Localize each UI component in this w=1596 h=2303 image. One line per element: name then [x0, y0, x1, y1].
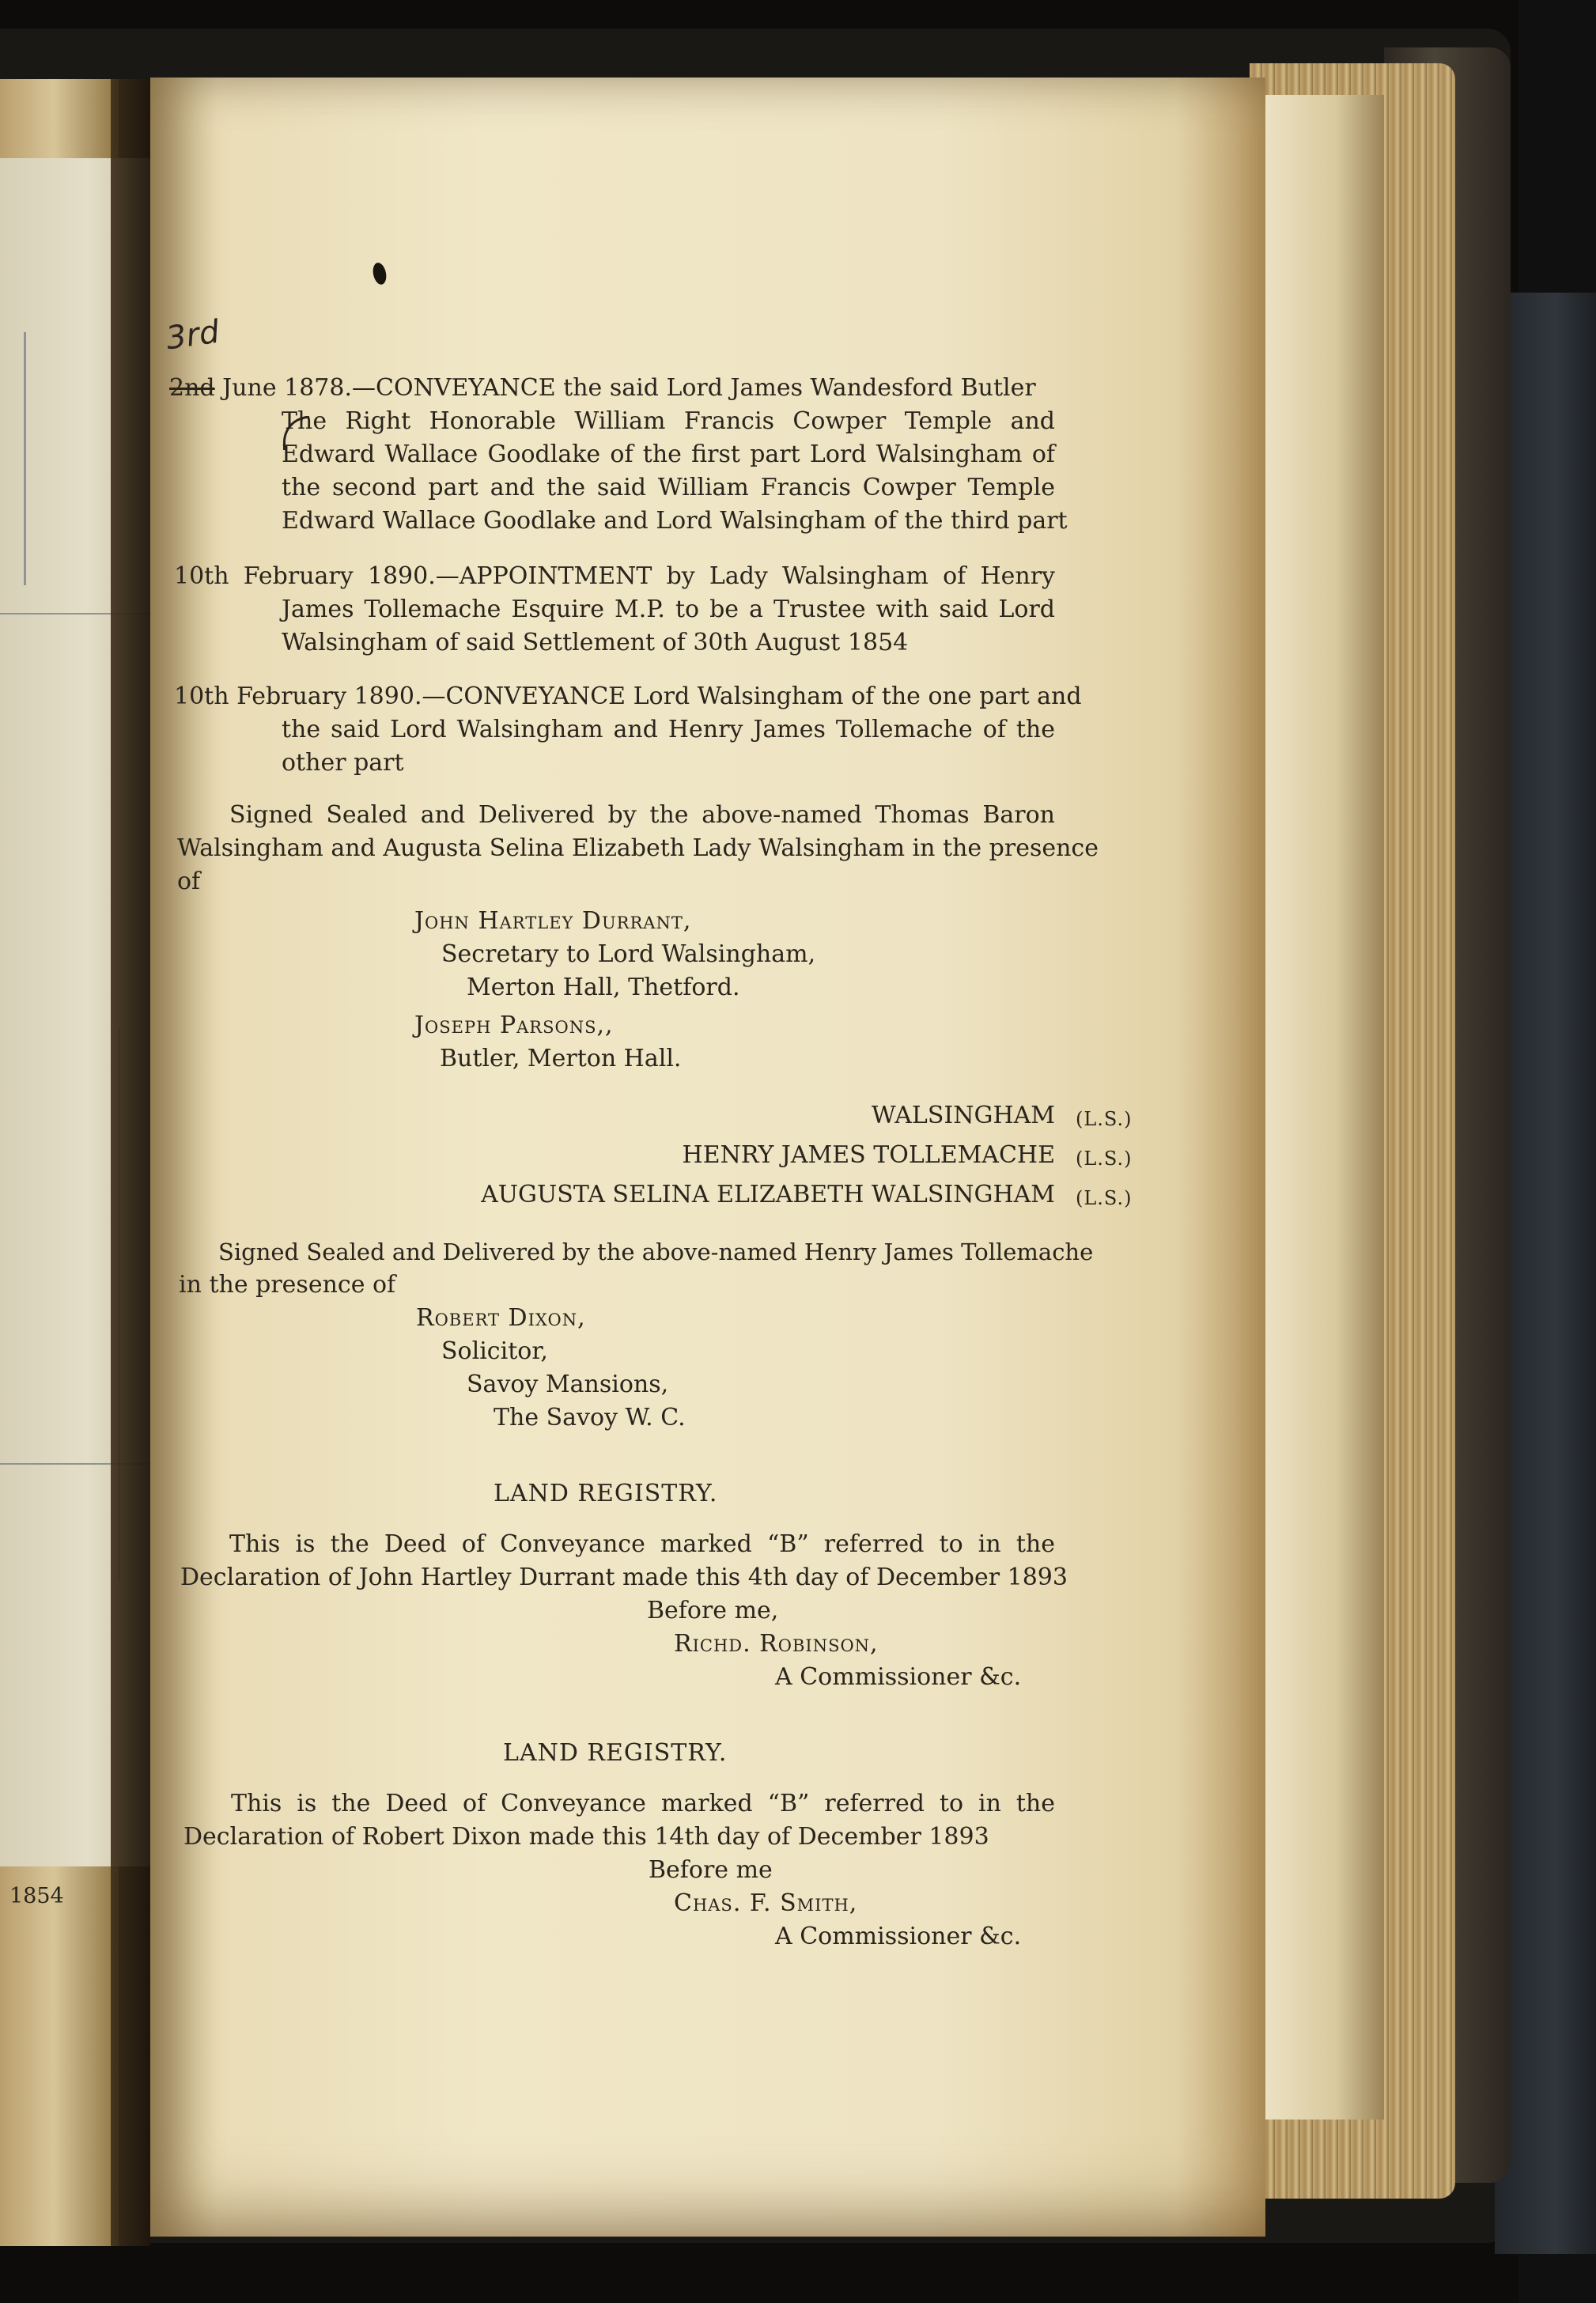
entry-line: James Tollemache Esquire M.P. to be a Trustee with said Lord — [282, 596, 1055, 623]
struck-text: 2nd — [169, 374, 215, 402]
witness-name: John Hartley Durrant, — [414, 907, 692, 935]
witness-detail: The Savoy W. C. — [494, 1404, 686, 1431]
before-me: Before me, — [647, 1597, 779, 1624]
entry-line: The Right Honorable William Francis Cowper Temple and — [282, 407, 1055, 435]
attestation-line: of — [177, 868, 201, 895]
signature-name: HENRY JAMES TOLLEMACHE — [682, 1141, 1055, 1169]
commissioner-title: A Commissioner &c. — [775, 1923, 1022, 1950]
map-line — [24, 332, 26, 585]
attestation-line: Signed Sealed and Delivered by the above-named Henry James Tollemache — [218, 1238, 1094, 1265]
signature-name: AUGUSTA SELINA ELIZABETH WALSINGHAM — [481, 1181, 1055, 1208]
attestation-line: Signed Sealed and Delivered by the above-named Thomas Baron — [229, 801, 1055, 829]
commissioner-name: Richd. Robinson, — [674, 1630, 879, 1658]
attestation-line: in the presence of — [179, 1271, 396, 1299]
witness-name: Joseph Parsons,, — [414, 1012, 614, 1039]
witness-detail: Secretary to Lord Walsingham, — [441, 940, 816, 968]
entry-line: the said Lord Walsingham and Henry James Tollemache of the — [282, 716, 1055, 743]
handwritten-annotation: 3rd — [164, 313, 222, 357]
seal-mark: (L.S.) — [1076, 1148, 1133, 1170]
commissioner-title: A Commissioner &c. — [775, 1663, 1022, 1691]
section-heading: LAND REGISTRY. — [503, 1739, 728, 1767]
signature-name: WALSINGHAM — [871, 1102, 1055, 1129]
entry-line: other part — [282, 749, 404, 777]
left-page-number: 1854 — [9, 1884, 64, 1908]
seal-mark: (L.S.) — [1076, 1187, 1133, 1209]
entry-line: Edward Wallace Goodlake of the first part Lord Walsingham of — [282, 441, 1055, 468]
entry-line: June 1878.—CONVEYANCE the said Lord James Wandesford Butler — [222, 374, 1036, 402]
registry-line: Declaration of John Hartley Durrant made this 4th day of December 1893 — [180, 1564, 1068, 1591]
witness-detail: Solicitor, — [441, 1337, 548, 1365]
deed-text — [150, 78, 1265, 2237]
before-me: Before me — [649, 1856, 773, 1884]
commissioner-name: Chas. F. Smith, — [674, 1889, 858, 1917]
witness-detail: Savoy Mansions, — [467, 1371, 669, 1398]
registry-line: This is the Deed of Conveyance marked “B” referred to in the — [229, 1530, 1055, 1558]
entry-line: 10th February 1890.—APPOINTMENT by Lady Walsingham of Henry — [174, 562, 1055, 590]
registry-line: Declaration of Robert Dixon made this 14th day of December 1893 — [183, 1823, 989, 1851]
entry-line: 10th February 1890.—CONVEYANCE Lord Walsingham of the one part and — [174, 683, 1082, 710]
witness-detail: Merton Hall, Thetford. — [467, 974, 740, 1001]
witness-name: Robert Dixon, — [416, 1304, 586, 1332]
gutter — [111, 79, 150, 2246]
page-stack-highlight — [1265, 95, 1384, 2120]
recital-entry — [169, 372, 1036, 405]
entry-line: Walsingham of said Settlement of 30th August 1854 — [282, 629, 909, 656]
witness-detail: Butler, Merton Hall. — [440, 1045, 682, 1072]
registry-line: This is the Deed of Conveyance marked “B” referred to in the — [231, 1790, 1055, 1817]
seal-mark: (L.S.) — [1076, 1108, 1133, 1130]
entry-line: the second part and the said William Francis Cowper Temple — [282, 474, 1055, 501]
section-heading: LAND REGISTRY. — [494, 1480, 718, 1507]
attestation-line: Walsingham and Augusta Selina Elizabeth Lady Walsingham in the presence — [177, 834, 1099, 862]
entry-line: Edward Wallace Goodlake and Lord Walsingham of the third part — [282, 507, 1068, 535]
deed-page — [150, 78, 1265, 2237]
